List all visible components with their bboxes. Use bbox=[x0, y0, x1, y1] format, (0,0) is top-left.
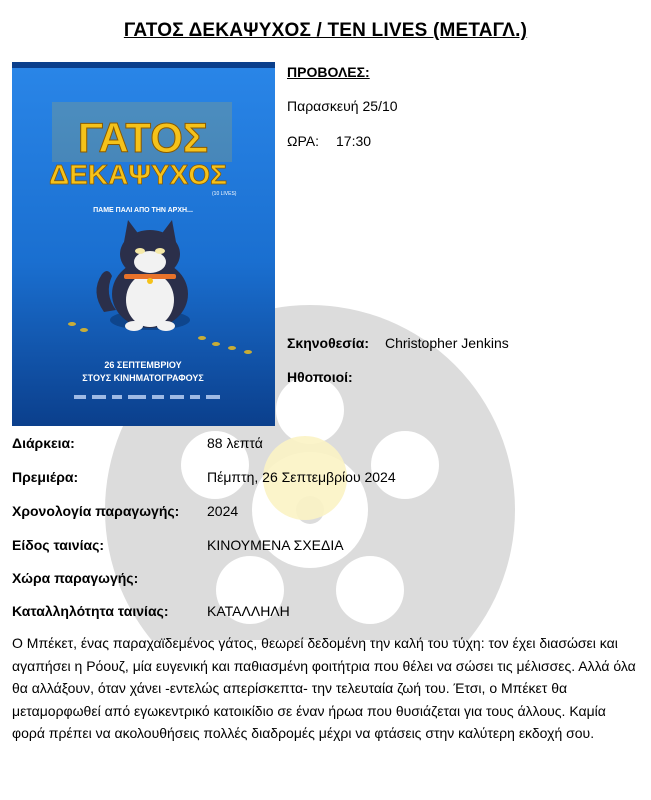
duration-label: Διάρκεια: bbox=[12, 435, 75, 451]
poster-subtitle: (10 LIVES) bbox=[212, 191, 237, 197]
screening-time-value: 17:30 bbox=[336, 133, 372, 149]
premiere-value: Πέμπτη, 26 Σεπτεμβρίου 2024 bbox=[207, 469, 396, 485]
rating-value: ΚΑΤΑΛΛΗΛΗ bbox=[207, 603, 290, 619]
poster-release-line2: ΣΤΟΥΣ ΚΙΝΗΜΑΤΟΓΡΑΦΟΥΣ bbox=[82, 373, 204, 383]
production-year-label: Χρονολογία παραγωγής: bbox=[12, 503, 180, 519]
poster-tagline: ΠΑΜΕ ΠΑΛΙ ΑΠΟ ΤΗΝ ΑΡΧΗ... bbox=[93, 207, 193, 214]
synopsis-paragraph: Ο Μπέκετ, ένας παραχαϊδεμένος γάτος, θεωρεί δεδομένη την καλή του τύχη: τον έχει διασώσει και αγαπήσει η Ρόουζ, μία ευγενική και παθιασμένη φοιτήτρια που θέλει να σώσει τις μέλισσες. Αλλά όλα θα αλλάξουν, όταν χάνει -εντελώς απερίσκεπτα- την τελευταία ζωή του. Έτσι, ο Μπέκετ θα μεταμορφωθεί από εγωκεντρικό κατοικίδιο σε έναν ήρωα που θυσιάζεται για τους άλλους. Καμία φορά πρέπει να ακολουθήσεις πολλές διαδρομές μέχρι να φτάσεις στην καλύτερη εκδοχή σου. bbox=[12, 635, 636, 742]
production-year-value: 2024 bbox=[207, 503, 239, 519]
director-value: Christopher Jenkins bbox=[385, 335, 509, 351]
screening-time-label: ΩΡΑ: bbox=[287, 133, 319, 149]
genre-value: ΚΙΝΟΥΜΕΝΑ ΣΧΕΔΙΑ bbox=[207, 537, 344, 553]
poster-release-line1: 26 ΣΕΠΤΕΜΒΡΙΟΥ bbox=[104, 360, 182, 370]
director-label: Σκηνοθεσία: bbox=[287, 335, 370, 351]
movie-poster bbox=[12, 62, 275, 426]
screenings-heading: ΠΡΟΒΟΛΕΣ: bbox=[287, 64, 370, 80]
screening-day: Παρασκευή 25/10 bbox=[287, 98, 398, 114]
actors-label: Ηθοποιοί: bbox=[287, 369, 353, 385]
poster-title-line1: ΓΑΤΟΣ bbox=[77, 114, 209, 161]
poster-title-line2: ΔΕΚΑΨΥΧΟΣ bbox=[49, 159, 227, 190]
genre-label: Είδος ταινίας: bbox=[12, 537, 105, 553]
page-title: ΓΑΤΟΣ ΔΕΚΑΨΥΧΟΣ / TEN LIVES (ΜΕΤΑΓΛ.) bbox=[123, 20, 528, 41]
country-label: Χώρα παραγωγής: bbox=[12, 570, 139, 586]
duration-value: 88 λεπτά bbox=[207, 435, 263, 451]
premiere-label: Πρεμιέρα: bbox=[12, 469, 79, 485]
rating-label: Καταλληλότητα ταινίας: bbox=[12, 603, 169, 619]
